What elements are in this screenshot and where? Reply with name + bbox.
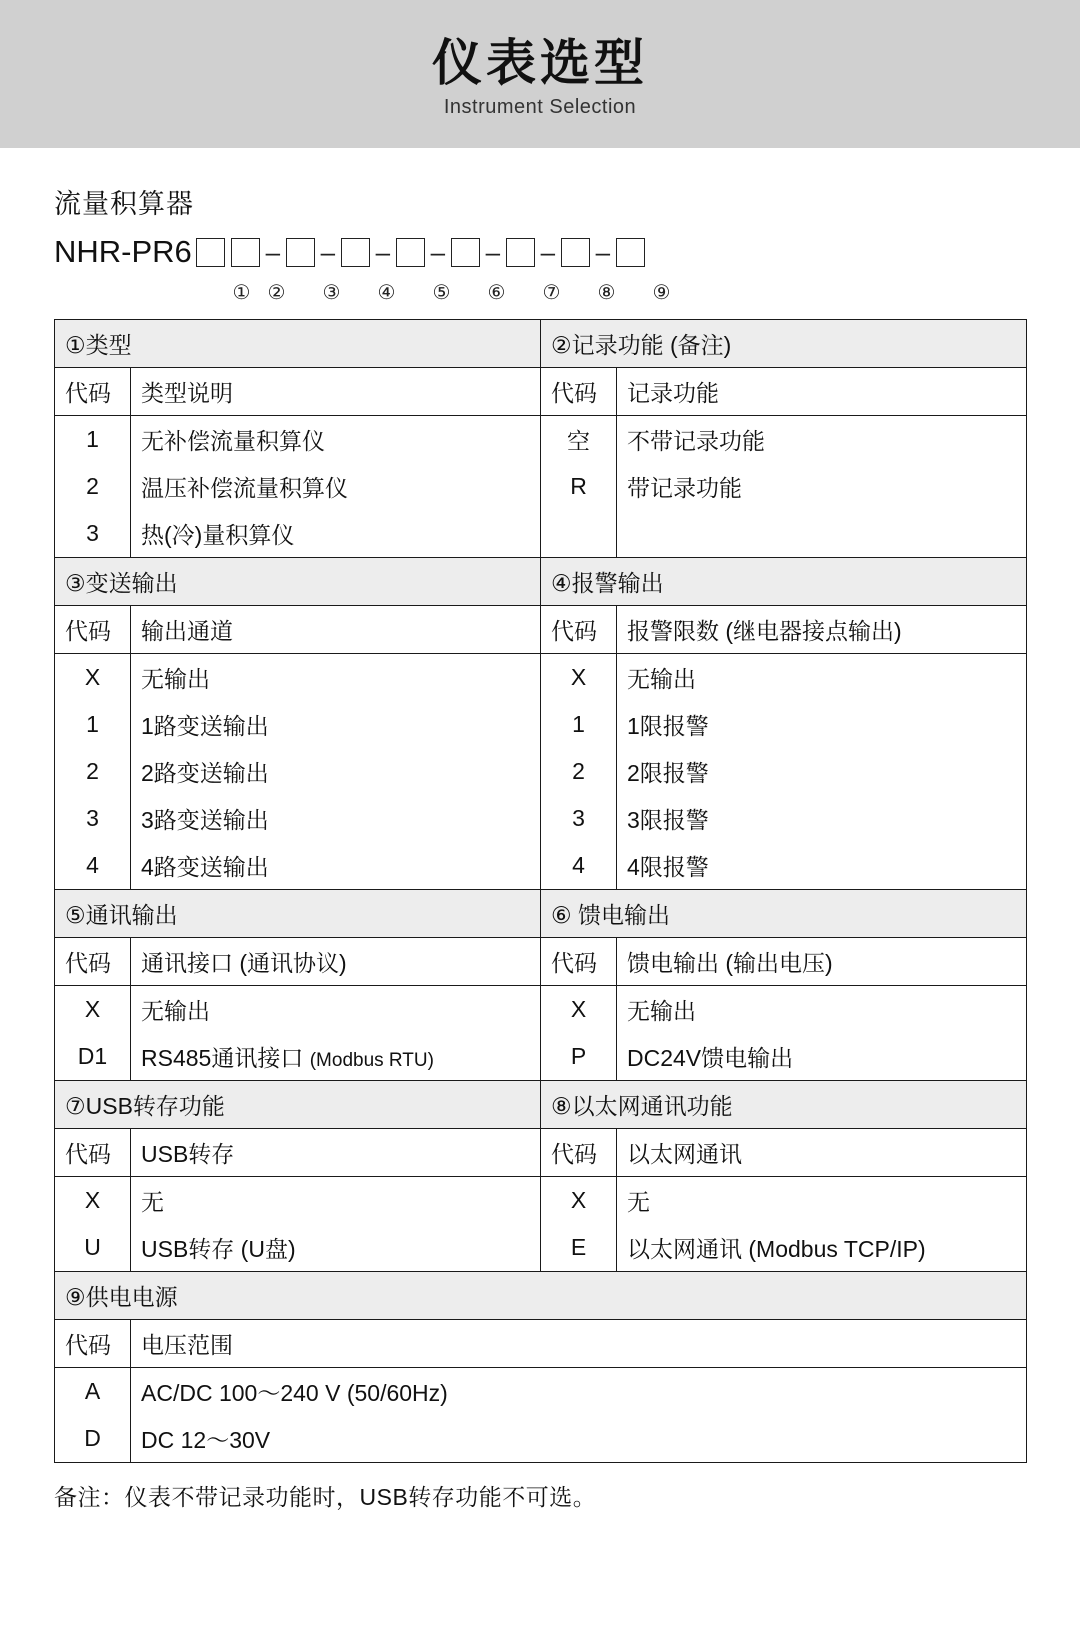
desc-cell: 3路变送输出: [131, 795, 541, 842]
section-title-7: ⑦USB转存功能: [55, 1081, 541, 1129]
specification-table: [54, 319, 1027, 1463]
code-cell: 1: [55, 701, 131, 748]
desc-cell: 2限报警: [617, 748, 1027, 795]
section-title-4: ④报警输出: [541, 558, 1027, 606]
table-row: [55, 654, 1027, 702]
section-title-8: ⑧以太网通讯功能: [541, 1081, 1027, 1129]
col-header-desc-9: 电压范围: [131, 1320, 1027, 1368]
desc-cell: 无补偿流量积算仪: [131, 416, 541, 464]
code-cell: 1: [55, 416, 131, 464]
product-name: 流量积算器: [54, 189, 194, 219]
model-box-1: [196, 238, 225, 267]
model-code-row: [54, 229, 1026, 275]
table-row: [55, 1033, 1027, 1081]
desc-cell: 无输出: [617, 986, 1027, 1034]
code-cell: R: [541, 463, 617, 510]
page-subtitle: Instrument Selection: [443, 95, 637, 118]
table-row: [55, 368, 1027, 416]
code-cell: 3: [541, 795, 617, 842]
code-cell: X: [541, 1177, 617, 1225]
table-row: [55, 938, 1027, 986]
col-header-code-2: 代码: [541, 368, 617, 416]
page-banner: [0, 0, 1080, 148]
col-header-code-8: 代码: [541, 1129, 617, 1177]
table-row: [55, 701, 1027, 748]
desc-cell: USB转存 (U盘): [131, 1224, 541, 1272]
table-row: [55, 1272, 1027, 1320]
table-row: [55, 1415, 1027, 1463]
desc-cell: 1限报警: [617, 701, 1027, 748]
code-cell: A: [55, 1368, 131, 1416]
code-cell: 3: [55, 795, 131, 842]
desc-cell: 4路变送输出: [131, 842, 541, 890]
table-row: [55, 1177, 1027, 1225]
code-cell: X: [55, 654, 131, 702]
code-cell: 2: [541, 748, 617, 795]
model-box-4: [341, 238, 370, 267]
desc-cell: 无输出: [131, 654, 541, 702]
model-box-3: [286, 238, 315, 267]
desc-cell: 无输出: [131, 986, 541, 1034]
desc-cell: 以太网通讯 (Modbus TCP/IP): [617, 1224, 1027, 1272]
model-index-9: ⑨: [652, 281, 671, 304]
code-cell: 4: [55, 842, 131, 890]
col-header-desc-3: 输出通道: [131, 606, 541, 654]
table-row: [55, 795, 1027, 842]
table-row: [55, 558, 1027, 606]
desc-cell: 热(冷)量积算仪: [131, 510, 541, 558]
code-cell: X: [541, 654, 617, 702]
col-header-desc-8: 以太网通讯: [617, 1129, 1027, 1177]
table-row: [55, 416, 1027, 464]
desc-cell: DC 12～30V: [131, 1415, 1027, 1463]
desc-note: (Modbus RTU): [309, 1050, 434, 1071]
code-cell: P: [541, 1033, 617, 1081]
content-area: [0, 182, 1080, 1512]
section-title-5: ⑤通讯输出: [55, 890, 541, 938]
page-title: 仪表选型: [432, 35, 648, 92]
table-row: [55, 1129, 1027, 1177]
code-cell: U: [55, 1224, 131, 1272]
table-row: [55, 1320, 1027, 1368]
desc-text: RS485通讯接口: [141, 1045, 310, 1071]
model-dash-6: –: [540, 237, 556, 267]
model-box-8: [561, 238, 590, 267]
code-cell: [541, 510, 617, 558]
code-cell: 4: [541, 842, 617, 890]
col-header-code-1: 代码: [55, 368, 131, 416]
model-index-row: [54, 277, 1026, 307]
section-title-1: ①类型: [55, 320, 541, 368]
model-dash-2: –: [320, 237, 336, 267]
model-dash-3: –: [375, 237, 391, 267]
footer-note: 备注：仪表不带记录功能时，USB转存功能不可选。: [54, 1484, 597, 1510]
code-cell: 空: [541, 416, 617, 464]
desc-cell: [617, 510, 1027, 558]
desc-cell: 不带记录功能: [617, 416, 1027, 464]
desc-cell: 3限报警: [617, 795, 1027, 842]
model-index-8: ⑧: [597, 281, 616, 304]
code-cell: 3: [55, 510, 131, 558]
desc-cell: 4限报警: [617, 842, 1027, 890]
model-index-4: ④: [377, 281, 396, 304]
desc-cell: 无: [131, 1177, 541, 1225]
col-header-desc-7: USB转存: [131, 1129, 541, 1177]
col-header-desc-1: 类型说明: [131, 368, 541, 416]
model-box-2: [231, 238, 260, 267]
table-row: [55, 890, 1027, 938]
code-cell: E: [541, 1224, 617, 1272]
model-box-6: [451, 238, 480, 267]
desc-cell: 2路变送输出: [131, 748, 541, 795]
model-box-7: [506, 238, 535, 267]
desc-cell: 无: [617, 1177, 1027, 1225]
model-dash-4: –: [430, 237, 446, 267]
col-header-code-4: 代码: [541, 606, 617, 654]
model-dash-1: –: [265, 237, 281, 267]
section-title-6: ⑥ 馈电输出: [541, 890, 1027, 938]
table-row: [55, 320, 1027, 368]
col-header-desc-4: 报警限数 (继电器接点输出): [617, 606, 1027, 654]
desc-cell: [131, 1033, 541, 1081]
model-dash-7: –: [595, 237, 611, 267]
section-title-2: ②记录功能 (备注): [541, 320, 1027, 368]
code-cell: D: [55, 1415, 131, 1463]
desc-cell: 无输出: [617, 654, 1027, 702]
table-row: [55, 986, 1027, 1034]
model-index-2: ②: [267, 281, 286, 304]
table-row: [55, 463, 1027, 510]
section-title-3: ③变送输出: [55, 558, 541, 606]
model-prefix: NHR-PR6: [54, 234, 192, 269]
model-index-1: ①: [232, 281, 251, 304]
col-header-desc-6: 馈电输出 (输出电压): [617, 938, 1027, 986]
model-index-7: ⑦: [542, 281, 561, 304]
model-index-5: ⑤: [432, 281, 451, 304]
model-dash-5: –: [485, 237, 501, 267]
col-header-code-7: 代码: [55, 1129, 131, 1177]
desc-cell: DC24V馈电输出: [617, 1033, 1027, 1081]
table-row: [55, 1368, 1027, 1416]
section-title-9: ⑨供电电源: [55, 1272, 1027, 1320]
model-box-5: [396, 238, 425, 267]
desc-cell: 1路变送输出: [131, 701, 541, 748]
code-cell: 1: [541, 701, 617, 748]
model-index-6: ⑥: [487, 281, 506, 304]
code-cell: X: [55, 1177, 131, 1225]
code-cell: X: [541, 986, 617, 1034]
code-cell: X: [55, 986, 131, 1034]
col-header-desc-2: 记录功能: [617, 368, 1027, 416]
col-header-code-5: 代码: [55, 938, 131, 986]
col-header-code-6: 代码: [541, 938, 617, 986]
table-row: [55, 1224, 1027, 1272]
code-cell: 2: [55, 748, 131, 795]
table-row: [55, 1081, 1027, 1129]
code-cell: D1: [55, 1033, 131, 1081]
desc-cell: AC/DC 100～240 V (50/60Hz): [131, 1368, 1027, 1416]
table-row: [55, 606, 1027, 654]
col-header-desc-5: 通讯接口 (通讯协议): [131, 938, 541, 986]
model-index-3: ③: [322, 281, 341, 304]
col-header-code-3: 代码: [55, 606, 131, 654]
code-cell: 2: [55, 463, 131, 510]
table-row: [55, 842, 1027, 890]
desc-cell: 温压补偿流量积算仪: [131, 463, 541, 510]
model-box-9: [616, 238, 645, 267]
table-row: [55, 510, 1027, 558]
col-header-code-9: 代码: [55, 1320, 131, 1368]
desc-cell: 带记录功能: [617, 463, 1027, 510]
table-row: [55, 748, 1027, 795]
